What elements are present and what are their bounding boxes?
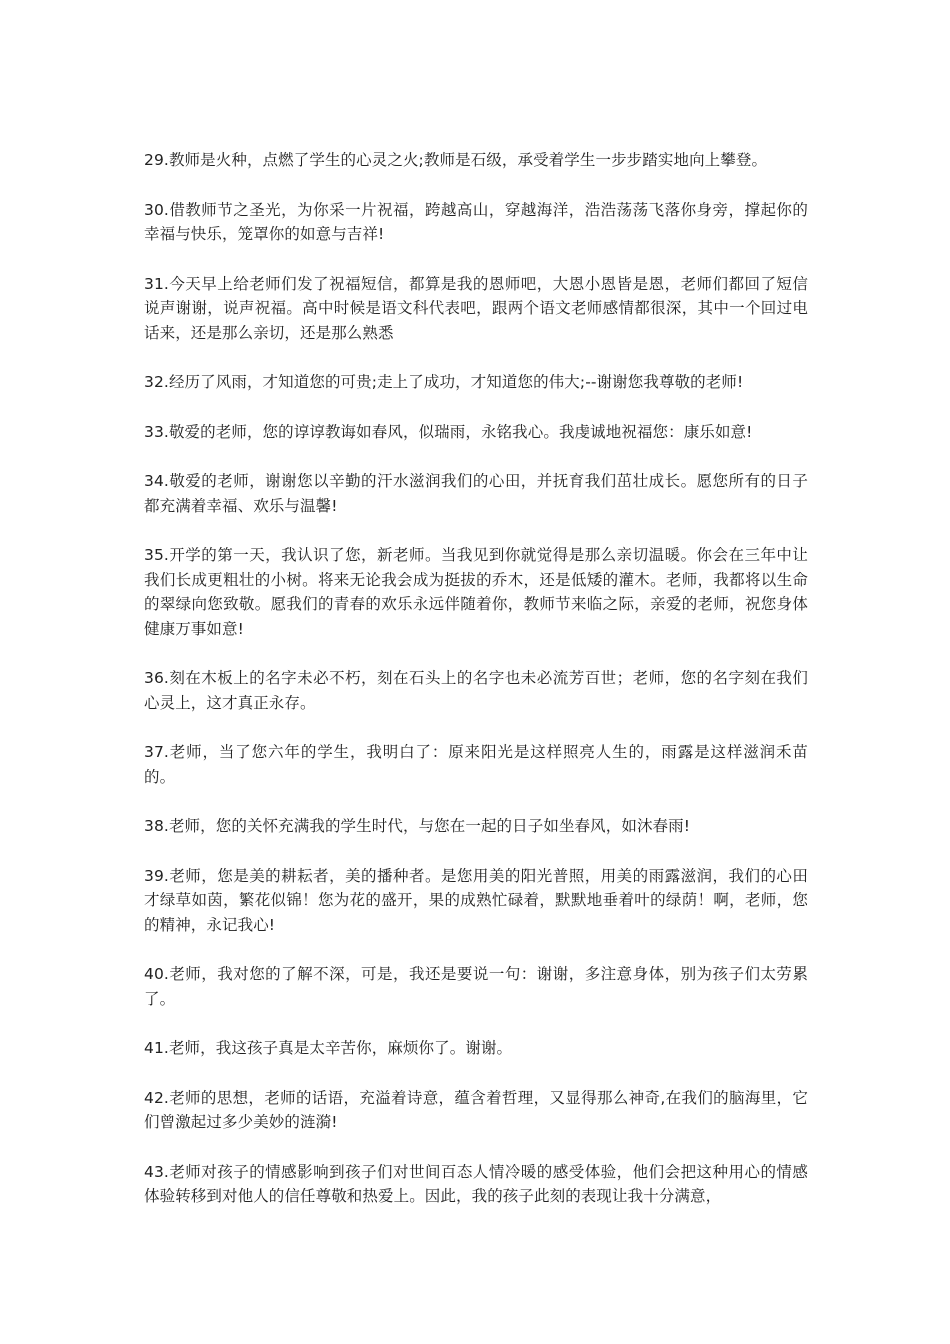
paragraph-29: 29.教师是火种，点燃了学生的心灵之火;教师是石级，承受着学生一步步踏实地向上攀登。 [144,151,768,169]
paragraph-42: 42.老师的思想，老师的话语，充溢着诗意，蕴含着哲理，又显得那么神奇,在我们的脑海里，它们曾激起过多少美妙的涟漪! [144,1088,808,1131]
paragraph-30: 30.借教师节之圣光，为你采一片祝福，跨越高山，穿越海洋，浩浩荡荡飞落你身旁，撑起你的幸福与快乐，笼罩你的如意与吉祥! [144,200,808,243]
paragraph-41: 41.老师，我这孩子真是太辛苦你，麻烦你了。谢谢。 [144,1039,513,1057]
paragraph-43: 43.老师对孩子的情感影响到孩子们对世间百态人情冷暖的感受体验，他们会把这种用心的情感体验转移到对他人的信任尊敬和热爱上。因此，我的孩子此刻的表现让我十分满意， [144,1162,808,1205]
paragraph-38: 38.老师，您的关怀充满我的学生时代，与您在一起的日子如坐春风，如沐春雨! [144,817,691,835]
paragraph-34: 34.敬爱的老师，谢谢您以辛勤的汗水滋润我们的心田，并抚育我们茁壮成长。愿您所有的日子都充满着幸福、欢乐与温馨! [144,472,808,515]
paragraph-39: 39.老师，您是美的耕耘者，美的播种者。是您用美的阳光普照，用美的雨露滋润，我们的心田才绿草如茵，繁花似锦！您为花的盛开，果的成熟忙碌着，默默地垂着叶的绿荫！啊，老师，您的精神，永记我心! [144,866,808,934]
paragraph-36: 36.刻在木板上的名字未必不朽，刻在石头上的名字也未必流芳百世；老师，您的名字刻在我们心灵上，这才真正永存。 [144,669,808,712]
paragraph-40: 40.老师，我对您的了解不深，可是，我还是要说一句：谢谢，多注意身体，别为孩子们太劳累了。 [144,965,808,1008]
paragraph-35: 35.开学的第一天，我认识了您，新老师。当我见到你就觉得是那么亲切温暖。你会在三年中让我们长成更粗壮的小树。将来无论我会成为挺拔的乔木，还是低矮的灌木。老师，我都将以生命的翠绿向您致敬。愿我们的青春的欢乐永远伴随着你，教师节来临之际，亲爱的老师，祝您身体健康万事如意! [144,546,808,638]
paragraph-31: 31.今天早上给老师们发了祝福短信，都算是我的恩师吧，大恩小恩皆是恩，老师们都回了短信说声谢谢，说声祝福。高中时候是语文科代表吧，跟两个语文老师感情都很深，其中一个回过电话来，还是那么亲切，还是那么熟悉 [144,274,808,342]
paragraph-33: 33.敬爱的老师，您的谆谆教诲如春风，似瑞雨，永铭我心。我虔诚地祝福您：康乐如意! [144,422,753,441]
paragraph-37: 37.老师，当了您六年的学生，我明白了：原来阳光是这样照亮人生的，雨露是这样滋润禾苗的。 [144,743,808,786]
document-body [144,148,808,1234]
paragraph-32: 32.经历了风雨，才知道您的可贵;走上了成功，才知道您的伟大;--谢谢您我尊敬的老师! [144,373,744,391]
